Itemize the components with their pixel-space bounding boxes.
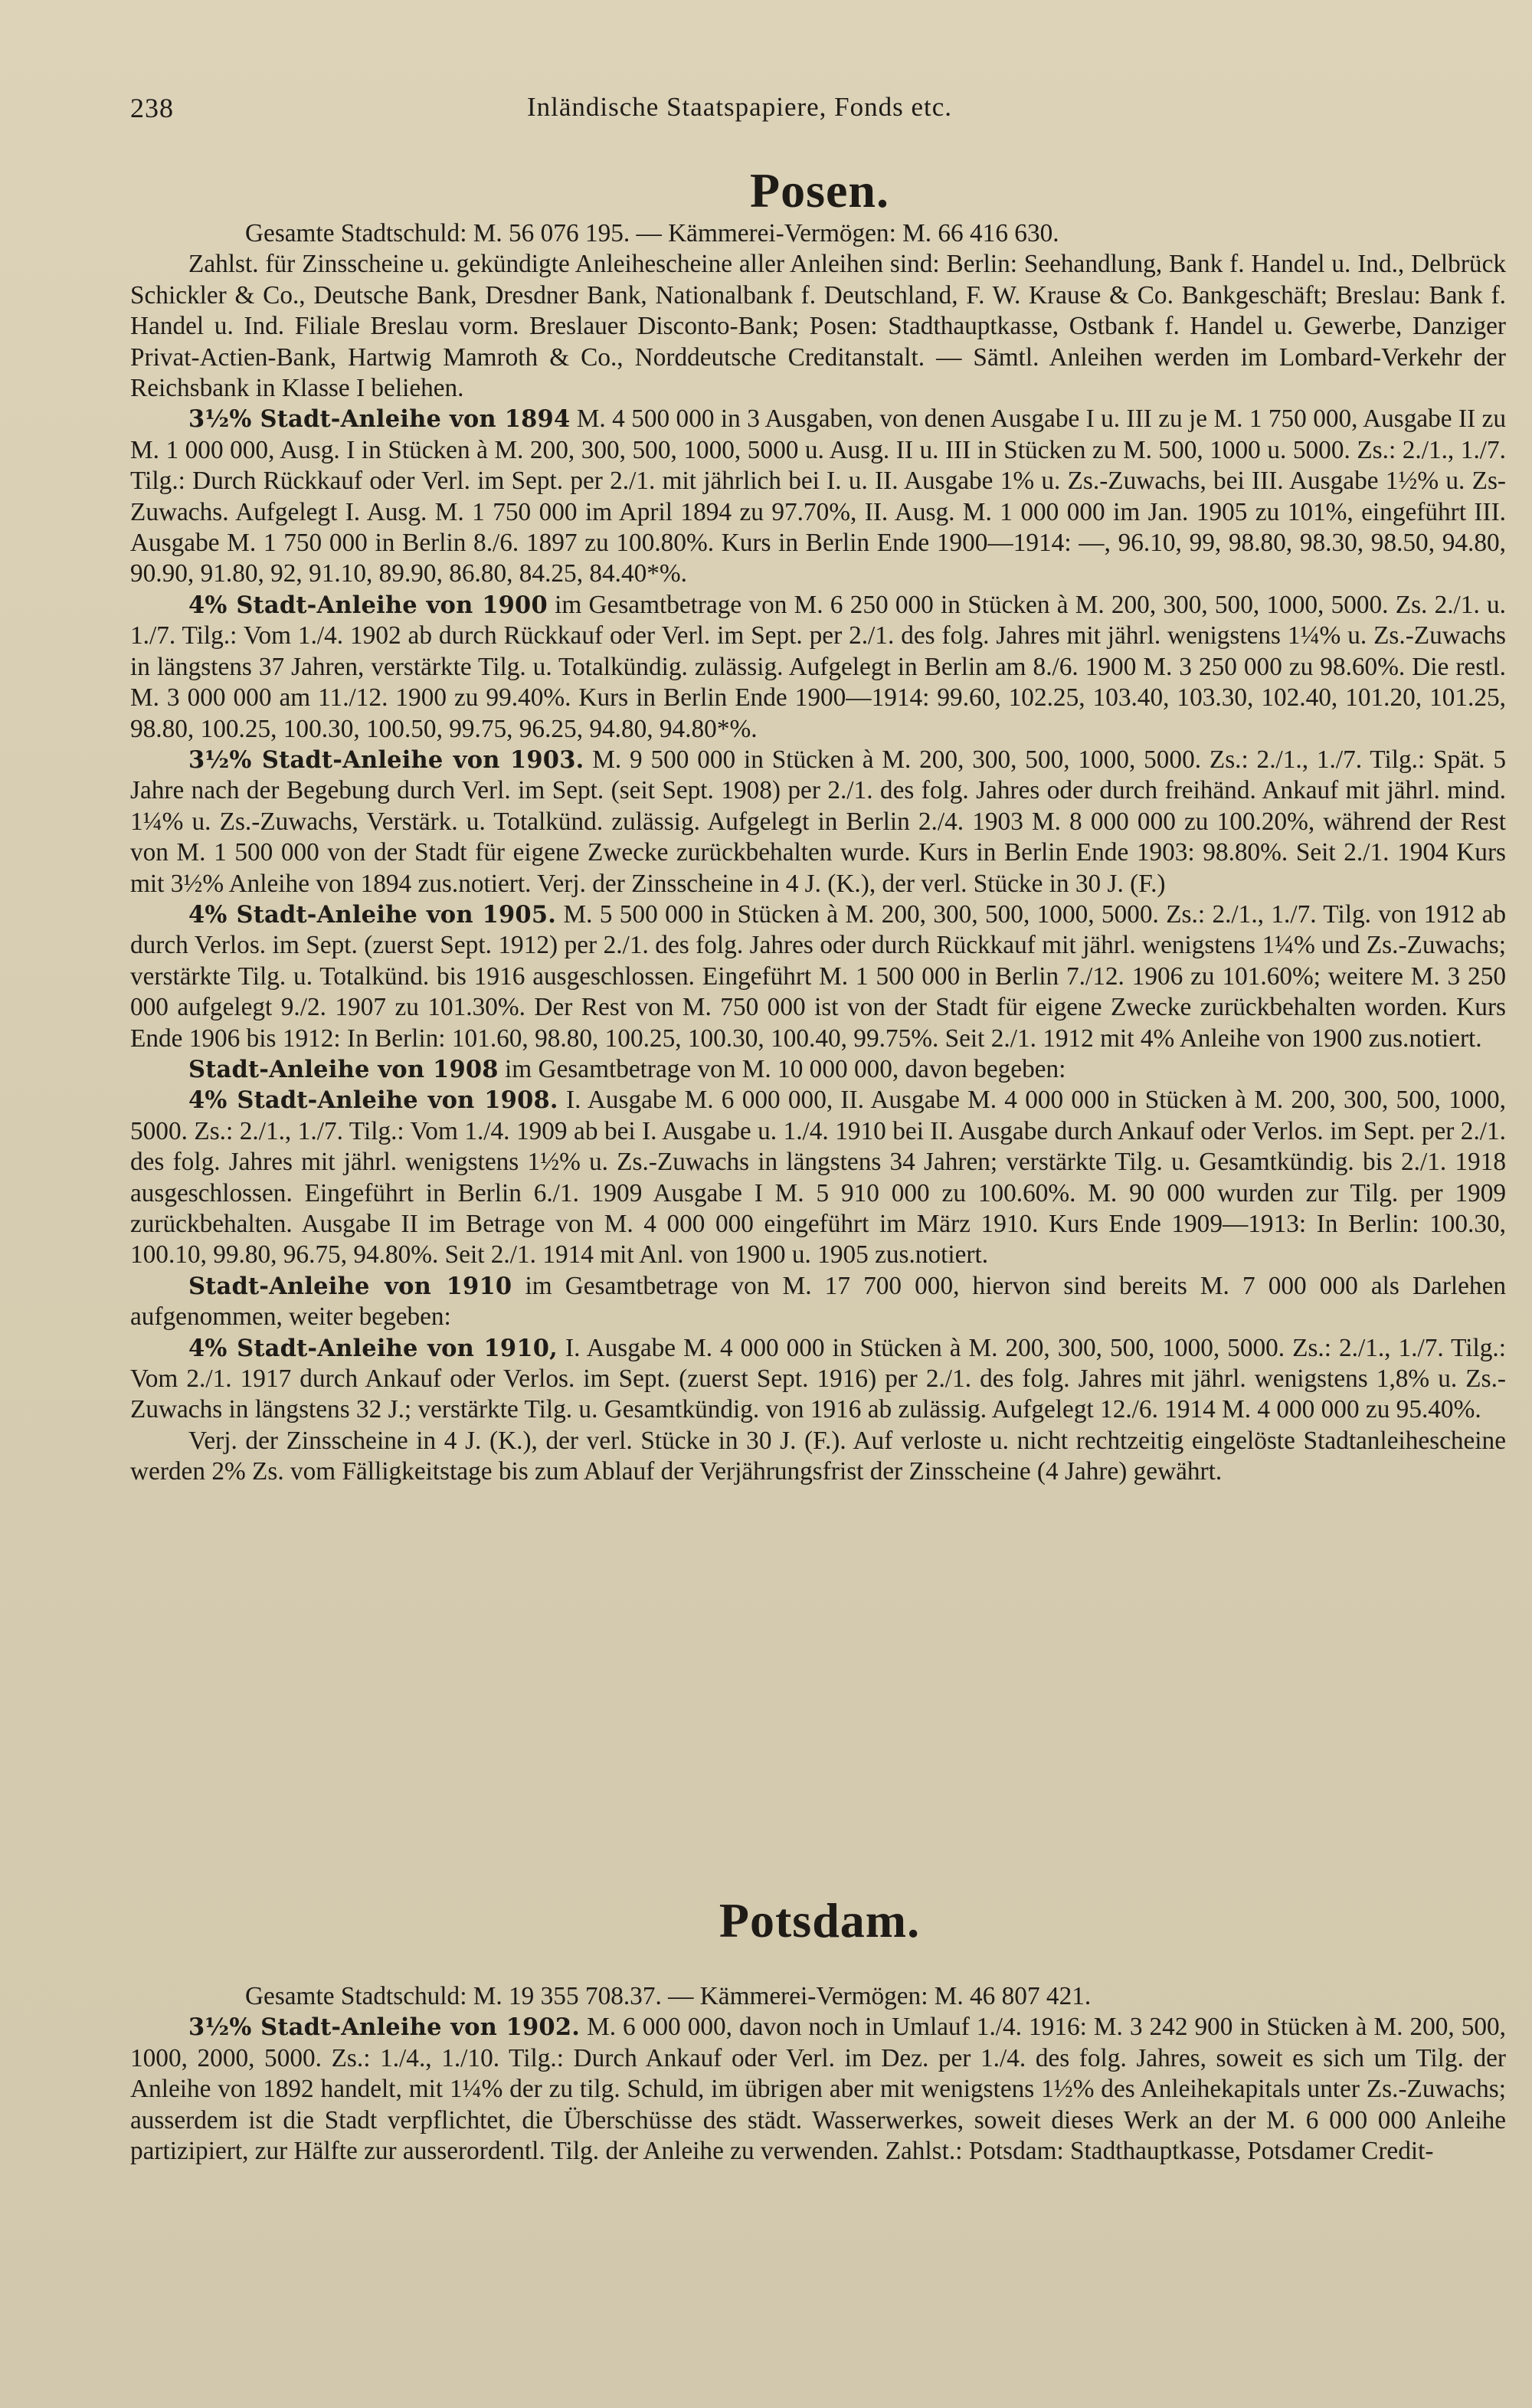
loan-entry-1908 bbox=[130, 1085, 1506, 1270]
loan-heading: 4% Stadt-Anleihe von 1910, bbox=[188, 1334, 558, 1362]
loan-text: M. 6 000 000, davon noch in Umlauf 1./4. 1916: M. 3 242 900 in Stücken à M. 200, 500, 1000, 2000, 5000. Zs.: 1./4., 1./10. Tilg.: Durch Ankauf oder Verl. im Dez. per 1./4. des folg. Jahres, soweit es sich um Tilg. der Anleihe von 1892 handelt, mit 1¼% der zu tilg. Schuld, im übrigen aber mit wenigstens 1½% des Anleihekapitals unter Zs.-Zuwachs; ausserdem ist die Stadt verpflichtet, die Überschüsse des städt. Wasserwerkes, soweit dieses Werk an der M. 6 000 000 Anleihe partizipiert, zur Hälfte zur ausserordentl. Tilg. der Anleihe zu verwenden. Zahlst.: Potsdam: Stadthauptkasse, Potsdamer Credit- bbox=[130, 2013, 1507, 2166]
loan-text: I. Ausgabe M. 6 000 000, II. Ausgabe M. 4 000 000 in Stücken à M. 200, 300, 500, 1000, 5000. Zs.: 2./1., 1./7. Tilg.: Vom 1./4. 1909 ab bei I. Ausgabe u. 1./4. 1910 bei II. Ausgabe durch Ankauf oder Verlos. im Sept. per 2./1. des folg. Jahres mit jährl. wenigstens 1½% u. Zs.-Zuwachs in längstens 34 Jahren; verstärkte Tilg. u. Gesamtkündig. bis 2./1. 1918 ausgeschlossen. Eingeführt in Berlin 6./1. 1909 Ausgabe I M. 5 910 000 zu 100.60%. M. 90 000 wurden zur Tilg. per 1909 zurückbehalten. Ausgabe II im Betrage von M. 4 000 000 eingeführt im März 1910. Kurs Ende 1909—1913: In Berlin: 100.30, 100.10, 99.80, 96.75, 94.80%. Seit 2./1. 1914 mit Anl. von 1900 u. 1905 zus.notiert. bbox=[130, 1086, 1506, 1270]
loan-heading: 4% Stadt-Anleihe von 1900 bbox=[188, 591, 548, 619]
section-posen bbox=[130, 162, 1509, 219]
loan-heading: 3½% Stadt-Anleihe von 1894 bbox=[188, 405, 571, 434]
loan-text: M. 9 500 000 in Stücken à M. 200, 300, 500, 1000, 5000. Zs.: 2./1., 1./7. Tilg.: Spät. 5 Jahre nach der Begebung durch Verl. im Sept. (seit Sept. 1908) per 2./1. des folg. Jahres oder durch freihänd. Ankauf mit jährl. mind. 1¼% u. Zs.-Zuwachs, Verstärk. u. Totalkünd. zulässig. Aufgelegt in Berlin 2./4. 1903 M. 8 000 000 zu 100.20%, während der Rest von M. 1 500 000 von der Stadt für eigene Zwecke zurückbehalten wurde. Kurs in Berlin Ende 1903: 98.80%. Seit 2./1. 1904 Kurs mit 3½% Anleihe von 1894 zus.notiert. Verj. der Zinsscheine in 4 J. (K.), der verl. Stücke in 30 J. (F.) bbox=[130, 745, 1506, 898]
loan-text: im Gesamtbetrage von M. 17 700 000, hiervon sind bereits M. 7 000 000 als Darlehen aufgenommen, weiter begeben: bbox=[130, 1271, 1507, 1332]
loan-text: I. Ausgabe M. 4 000 000 in Stücken à M. 200, 300, 500, 1000, 5000. Zs.: 2./1., 1./7. Tilg.: Vom 2./1. 1917 durch Ankauf oder Verlos. im Sept. (zuerst Sept. 1916) per 2./1. des folg. Jahres mit jährl. wenigstens 1,8% u. Zs.-Zuwachs in längstens 32 J.; verstärkte Tilg. u. Gesamtkündig. von 1916 ab zulässig. Aufgelegt 12./6. 1914 M. 4 000 000 zu 95.40%. bbox=[130, 1333, 1507, 1424]
loan-text: M. 5 500 000 in Stücken à M. 200, 300, 500, 1000, 5000. Zs.: 2./1., 1./7. Tilg. von 1912 ab durch Verlos. im Sept. (zuerst Sept. 1912) per 2./1. des folg. Jahres oder durch Rückkauf mit jährl. wenigstens 1¼% und Zs.-Zuwachs; verstärkte Tilg. u. Totalkünd. bis 1916 ausgeschlossen. Eingeführt M. 1 500 000 in Berlin 7./12. 1906 zu 101.60%; weitere M. 3 250 000 aufgelegt 9./2. 1907 zu 101.30%. Der Rest von M. 750 000 ist von der Stadt für eigene Zwecke zurückbehalten worden. Kurs Ende 1906 bis 1912: In Berlin: 101.60, 98.80, 100.25, 100.30, 100.40, 99.75%. Seit 2./1. 1912 mit 4% Anleihe von 1900 zus.notiert. bbox=[130, 899, 1507, 1053]
page-number: 238 bbox=[130, 93, 174, 123]
loan-heading: 3½% Stadt-Anleihe von 1903. bbox=[188, 745, 584, 774]
loan-heading: 4% Stadt-Anleihe von 1905. bbox=[188, 900, 557, 929]
loan-heading: Stadt-Anleihe von 1908 bbox=[188, 1055, 499, 1083]
loan-entry-potsdam-1902 bbox=[130, 2012, 1506, 2167]
posen-summary: Gesamte Stadtschuld: M. 56 076 195. — Kämmerei-Vermögen: M. 66 416 630. bbox=[245, 219, 1059, 247]
loan-entry-1908-total bbox=[130, 1054, 1506, 1085]
loan-heading: Stadt-Anleihe von 1910 bbox=[188, 1272, 512, 1300]
loan-text: im Gesamtbetrage von M. 6 250 000 in Stücken à M. 200, 300, 500, 1000, 5000. Zs. 2./1. u. 1./7. Tilg.: Vom 1./4. 1902 ab durch Rückkauf oder Verl. im Sept. per 2./1. des folg. Jahres mit jährl. wenigstens 1¼% u. Zs.-Zuwachs in längstens 37 Jahren, verstärkte Tilg. u. Totalkündig. zulässig. Aufgelegt in Berlin am 8./6. 1900 M. 3 250 000 zu 98.60%. Die restl. M. 3 000 000 am 11./12. 1900 zu 99.40%. Kurs in Berlin Ende 1900—1914: 99.60, 102.25, 103.40, 103.30, 102.40, 101.20, 101.25, 98.80, 100.25, 100.30, 100.50, 99.75, 96.25, 94.80, 94.80*%. bbox=[130, 590, 1506, 743]
loan-text: im Gesamtbetrage von M. 10 000 000, davon begeben: bbox=[498, 1054, 1066, 1083]
potsdam-summary: Gesamte Stadtschuld: M. 19 355 708.37. — Kämmerei-Vermögen: M. 46 807 421. bbox=[245, 1982, 1092, 2010]
loan-entry-1905 bbox=[130, 899, 1506, 1054]
loan-text: M. 4 500 000 in 3 Ausgaben, von denen Ausgabe I u. III zu je M. 1 750 000, Ausgabe II zu M. 1 000 000, Ausg. I in Stücken à M. 200, 300, 500, 1000, 5000 u. Ausg. II u. III in Stücken zu M. 500, 1000 u. 5000. Zs.: 2./1., 1./7. Tilg.: Durch Rückkauf oder Verl. im Sept. per 2./1. mit jährlich bei I. u. II. Ausgabe 1% u. Zs.-Zuwachs, bei III. Ausgabe 1½% u. Zs-Zuwachs. Aufgelegt I. Ausg. M. 1 750 000 im April 1894 zu 97.70%, II. Ausg. M. 1 000 000 im Jan. 1905 zu 101%, eingeführt III. Ausgabe M. 1 750 000 in Berlin 8./6. 1897 zu 100.80%. Kurs in Berlin Ende 1900—1914: —, 96.10, 99, 98.80, 98.30, 98.50, 94.80, 90.90, 91.80, 92, 91.10, 89.90, 86.80, 84.25, 84.40*%. bbox=[130, 405, 1506, 588]
loan-entry-1903 bbox=[130, 745, 1506, 899]
city-title-posen: Posen. bbox=[750, 163, 889, 218]
section-potsdam bbox=[130, 1892, 1509, 1949]
posen-body bbox=[130, 218, 1506, 1488]
loan-heading: 4% Stadt-Anleihe von 1908. bbox=[188, 1086, 558, 1115]
loan-heading: 3½% Stadt-Anleihe von 1902. bbox=[188, 2013, 581, 2042]
running-head bbox=[130, 92, 1509, 130]
loan-entry-1894 bbox=[130, 404, 1506, 589]
city-title-potsdam: Potsdam. bbox=[719, 1893, 921, 1948]
potsdam-body bbox=[130, 1981, 1506, 2167]
running-title: Inländische Staatspapiere, Fonds etc. bbox=[527, 92, 953, 122]
loan-entry-1910 bbox=[130, 1333, 1506, 1426]
posen-paying-agents: Zahlst. für Zinsscheine u. gekündigte Anleihescheine aller Anleihen sind: Berlin: Seehandlung, Bank f. Handel u. Ind., Delbrück Schickler & Co., Deutsche Bank, Dresdner Bank, Nationalbank f. Deutschland, F. W. Krause & Co. Bankgeschäft; Breslau: Bank f. Handel u. Ind. Filiale Breslau vorm. Breslauer Disconto-Bank; Posen: Stadthauptkasse, Ostbank f. Handel u. Gewerbe, Danziger Privat-Actien-Bank, Hartwig Mamroth & Co., Norddeutsche Creditanstalt. — Sämtl. Anleihen werden im Lombard-Verkehr der Reichsbank in Klasse I beliehen. bbox=[130, 250, 1506, 403]
posen-closing: Verj. der Zinsscheine in 4 J. (K.), der verl. Stücke in 30 J. (F.). Auf verloste u. nicht rechtzeitig eingelöste Stadtanleihescheine werden 2% Zs. vom Fälligkeitstage bis zum Ablauf der Verjährungsfrist der Zinsscheine (4 Jahre) gewährt. bbox=[130, 1426, 1506, 1486]
loan-entry-1910-total bbox=[130, 1271, 1506, 1333]
loan-entry-1900 bbox=[130, 590, 1506, 745]
